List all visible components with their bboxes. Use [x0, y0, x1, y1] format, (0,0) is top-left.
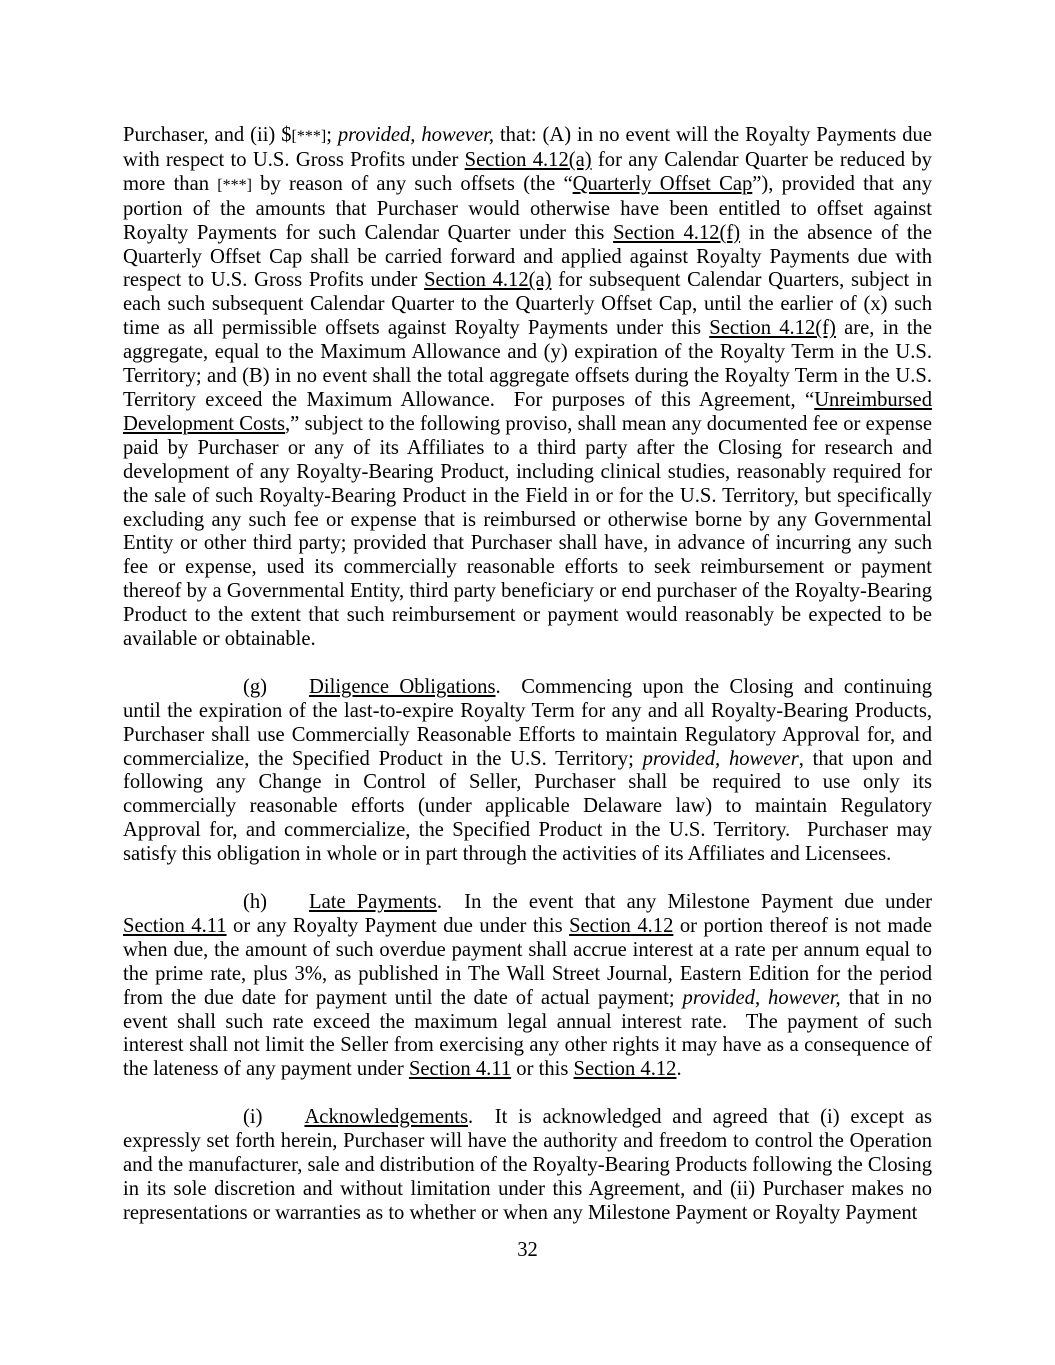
text-run: by reason of any such offsets (the “ [251, 172, 573, 195]
text-run: . Commencing upon the Closing and continuing until the expiration of the last-to-expire Royalty Term for any and all Royalty-Bearing Products, Purchaser shall use Commercially Reasonable Efforts to maintain Regulatory Approval for, and commercialize, the Specified Product in the U.S. Territory; [123, 675, 932, 770]
text-run: or any Royalty Payment due under this [226, 914, 570, 937]
text-run: that: (A) in no event will the Royalty Payments due with respect to U.S. Gross Profits under [123, 124, 932, 171]
text-run: (g) [243, 675, 268, 698]
text-run: . [676, 1058, 682, 1081]
text-run: Section 4.11 [408, 1058, 512, 1081]
text-run: (i) [243, 1106, 263, 1129]
page-number: 32 [517, 1238, 538, 1261]
text-run: Section 4.12(a) [424, 269, 552, 292]
text-run: or portion thereof is not made when due, the amount of such overdue payment shall accrue interest at a rate per annum equal to the prime rate, plus 3%, as published in The Wall Street Journal, Eastern Edition for the period from the due date for payment until the date of actual payment; [123, 914, 932, 1009]
text-run: provided, however, [682, 986, 841, 1009]
text-run: [***] [291, 128, 327, 145]
page-body [123, 124, 932, 1263]
text-run: or this [511, 1058, 574, 1081]
text-run: Section 4.12 [573, 1058, 677, 1081]
text-run: Section 4.12(f) [709, 317, 836, 340]
text-run: Section 4.12(a) [464, 148, 592, 171]
text-run: for any Calendar Quarter be reduced by more than [123, 148, 932, 195]
text-run: provided, however, [337, 124, 495, 146]
text-run: ; [326, 124, 338, 146]
text-run: Quarterly Offset Cap [572, 172, 753, 195]
text-run: Late Payments [309, 890, 437, 913]
paragraph-h-late-payments [123, 891, 932, 1082]
text-run: are, in the aggregate, equal to the Maximum Allowance and (y) expiration of the Royalty Term in the U.S. Territory; and (B) in no event shall the total aggregate offsets during the Royalty Term in the U.S. Territory exceed the Maximum Allowance. For purposes of this Agreement, “ [123, 317, 932, 411]
text-run: provided, however [642, 747, 799, 770]
paragraph-i-acknowledgements [123, 1106, 932, 1226]
text-run: . It is acknowledged and agreed that (i) except as expressly set forth herein, Purchaser will have the authority and freedom to control the Operation and the manufacturer, sale and distribution of the Royalty-Bearing Products following the Closing in its sole discretion and without limitation under this Agreement, and (ii) Purchaser makes no representations or warranties as to whether or when any Milestone Payment or Royalty Payment [123, 1106, 932, 1224]
text-run: that in no event shall such rate exceed the maximum legal annual interest rate. The payment of such interest shall not limit the Seller from exercising any other rights it may have as a consequence of the lateness of any payment under [123, 986, 932, 1081]
text-run: in the absence of the Quarterly Offset Cap shall be carried forward and applied against Royalty Payments due with respect to U.S. Gross Profits under [123, 221, 932, 292]
text-run: [***] [217, 176, 252, 194]
text-run: Section 4.12(f) [613, 221, 741, 244]
text-run: (h) [243, 890, 268, 913]
text-run: Diligence Obligations [309, 675, 496, 698]
text-run: Acknowledgements [304, 1106, 469, 1129]
paragraph-g-diligence-obligations [123, 676, 932, 867]
text-run: Purchaser, and (ii) $ [123, 124, 292, 146]
text-run: , that upon and following any Change in Control of Seller, Purchaser shall be required to use only its commercially reasonable efforts (under applicable Delaware law) to maintain Regulatory Approval for, and commercialize, the Specified Product in the U.S. Territory. Purchaser may satisfy this obligation in whole or in part through the activities of its Affiliates and Licensees. [123, 747, 932, 866]
paragraph-continuation [123, 124, 932, 652]
text-run: . In the event that any Milestone Payment due under [436, 890, 932, 913]
text-run: ,” subject to the following proviso, shall mean any documented fee or expense paid by Purchaser or any of its Affiliates to a third party after the Closing for research and development of any Royalty-Bearing Product, including clinical studies, reasonably required for the sale of such Royalty-Bearing Product in the Field in or for the U.S. Territory, but specifically excluding any such fee or expense that is reimbursed or otherwise borne by any Governmental Entity or other third party; provided that Purchaser shall have, in advance of incurring any such fee or expense, used its commercially reasonable efforts to seek reimbursement or payment thereof by a Governmental Entity, third party beneficiary or end purchaser of the Royalty-Bearing Product to the extent that such reimbursement or payment would reasonably be expected to be available or obtainable. [123, 412, 932, 651]
text-run: Unreimbursed Development Costs [123, 388, 932, 435]
text-run: Section 4.11 [123, 914, 227, 937]
text-run: ”), provided that any portion of the amounts that Purchaser would otherwise have been entitled to offset against Royalty Payments for such Calendar Quarter under this [123, 172, 932, 244]
text-run: Section 4.12 [569, 914, 674, 937]
text-run: for subsequent Calendar Quarters, subject in each such subsequent Calendar Quarter to the Quarterly Offset Cap, until the earlier of (x) such time as all permissible offsets against Royalty Payments under this [123, 269, 933, 340]
